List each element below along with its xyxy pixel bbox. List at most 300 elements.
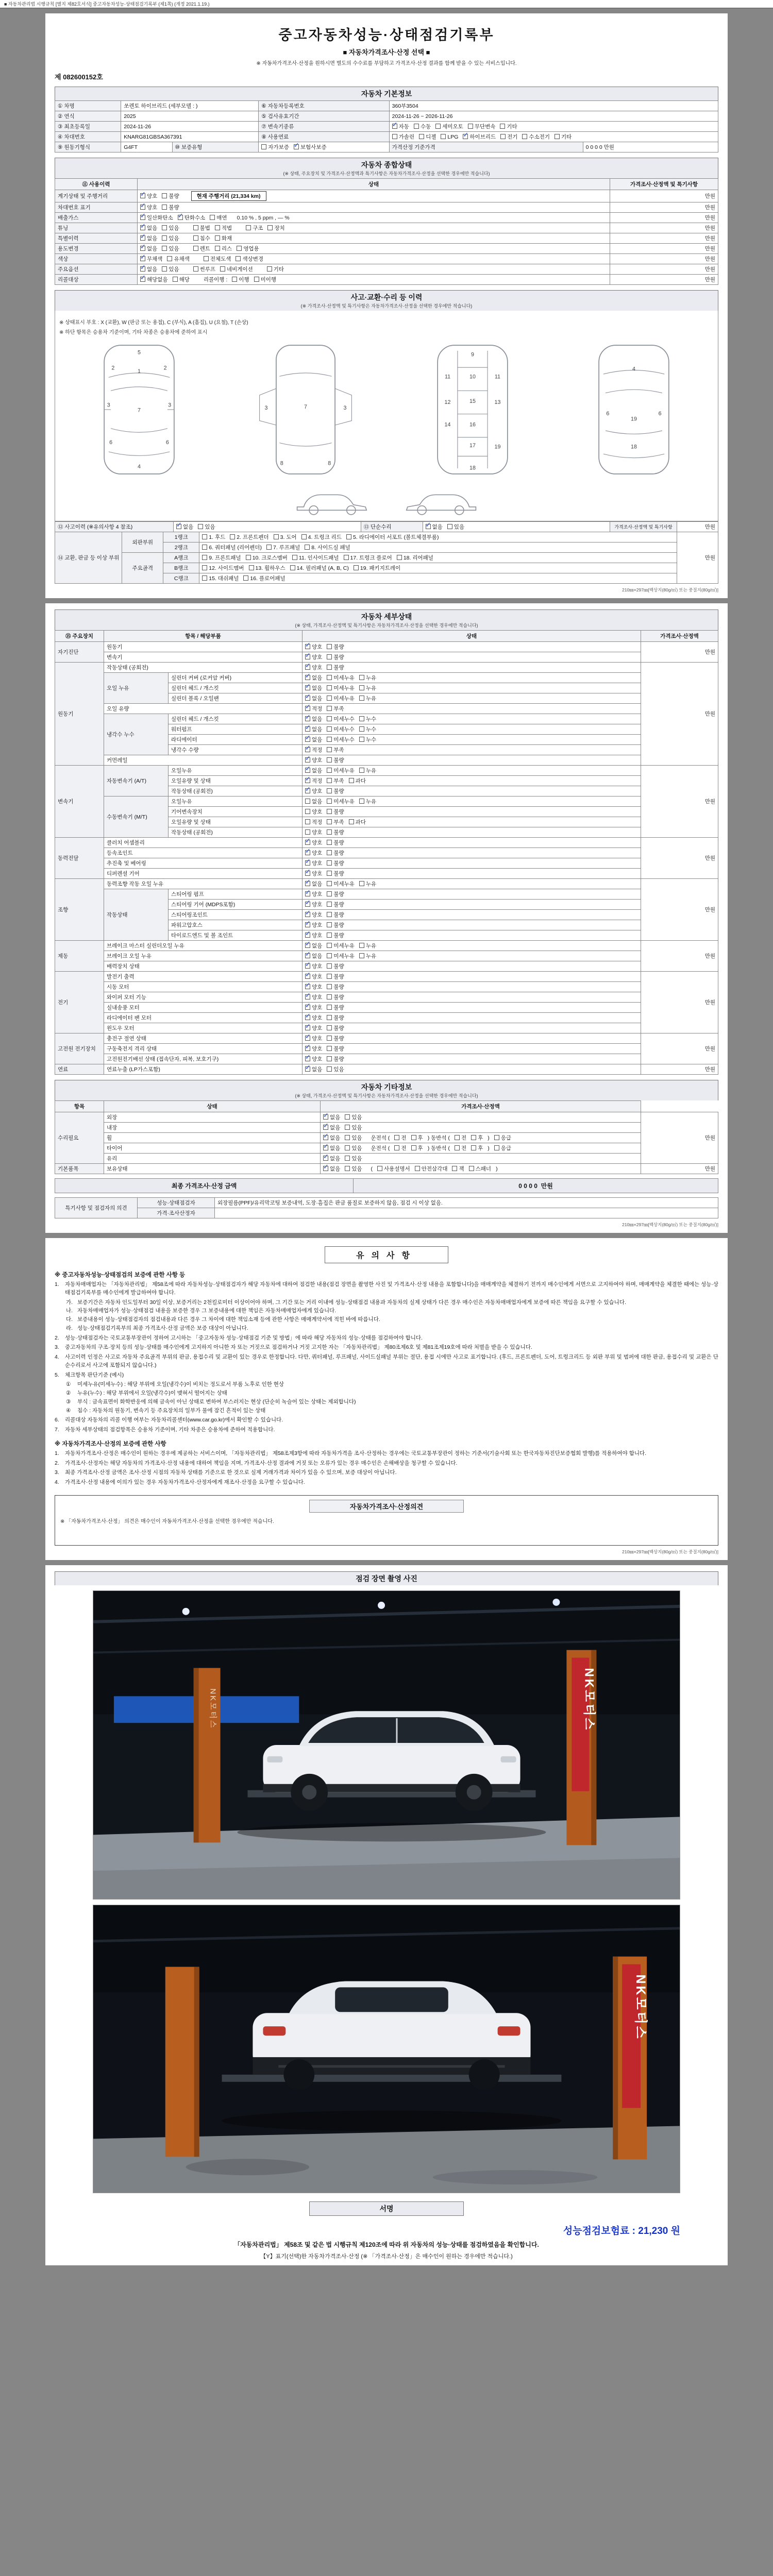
option-label: 하이브리드 (469, 134, 496, 140)
checkbox-checked-icon (392, 124, 397, 129)
option-label: 8. 사이드실 패널 (311, 545, 350, 551)
notes-item-text: 사고이력 인정은 사고로 자동차 주요골격 부위의 판금, 용접수리 및 교환이 있는 경우로 한정합니다. 다만, 쿼터패널, 루프패널, 사이드실패널 부위는 절단, 용접 시에만 사고로 표기합니다. (후드, 프론트펜더, 도어, 트렁크리드 등 외판 부위 및 범퍼에 대한 판금, 용접수리 및 교환은 단순수리로서 사고에 포함되지 않습니다.) (65, 1354, 718, 1368)
state-cell (303, 652, 641, 663)
checkbox-icon (327, 654, 332, 659)
composite-row (55, 264, 718, 275)
item-label: 워터펌프 (169, 724, 303, 735)
price-cell: 만원 (641, 766, 718, 838)
option (469, 1165, 491, 1173)
device-row (55, 652, 718, 663)
option: ) (496, 1166, 498, 1172)
price-header: 가격조사·산정액 및 특기사항 (610, 522, 677, 532)
checkbox-icon (266, 545, 272, 550)
device-row (55, 941, 718, 951)
item-label: 내장 (104, 1123, 321, 1133)
notes-item-number: 5. (55, 1371, 59, 1378)
panel-photos (45, 1565, 728, 2265)
checkbox-icon (345, 1166, 350, 1171)
option (305, 1065, 322, 1073)
notes-item-number: 7. (55, 1427, 59, 1433)
option (305, 705, 322, 713)
checkbox-icon (419, 134, 424, 139)
device-row (55, 673, 718, 683)
notes-subitem (66, 1316, 718, 1324)
option (327, 715, 355, 723)
option-label: 불량 (333, 665, 344, 671)
panel-basic (45, 13, 728, 598)
option-label: 불량 (333, 994, 344, 1001)
option (220, 265, 253, 273)
option-label: 없음 (329, 1156, 341, 1162)
option-group (140, 256, 194, 262)
option-label: 있음 (351, 1156, 362, 1162)
detail-title-text: 자동차 세부상태 (361, 613, 412, 621)
field-value (389, 132, 718, 142)
option-group (204, 277, 281, 283)
row-label: 색상 (55, 254, 138, 264)
checkbox-checked-icon (140, 277, 145, 282)
checkbox-icon (354, 565, 359, 570)
state-cell (303, 817, 641, 827)
option (327, 942, 355, 950)
option (292, 554, 339, 562)
option-label: 있음 (351, 1145, 362, 1151)
option (305, 777, 322, 785)
field-value: 360부3504 (389, 101, 718, 111)
price-cell: 만원 (641, 1064, 718, 1075)
item-label: 작동상태 (공회전) (169, 786, 303, 796)
item-label: 유리 (104, 1154, 321, 1164)
option-label: 누수 (365, 737, 377, 743)
option: ( (371, 1166, 373, 1172)
price-cell: 만원 (641, 1164, 718, 1174)
checkbox-icon (237, 246, 242, 251)
option-label: 미세누유 (333, 675, 355, 681)
checkbox-icon (447, 524, 452, 529)
option-label: 전 (401, 1145, 407, 1151)
field-label: ③ 최초등록일 (55, 122, 121, 132)
notes-subitem-number: 나. (66, 1308, 73, 1314)
device-row (55, 951, 718, 961)
item-label: 실내송풍 모터 (104, 1003, 303, 1013)
option (327, 643, 344, 651)
section-title-detail (55, 609, 718, 630)
option-label: 6. 쿼터패널 (리어펜더) (209, 545, 262, 551)
checkbox-icon (359, 696, 364, 701)
item-label: 보유상태 (104, 1164, 321, 1174)
option-label: 없음 (329, 1145, 341, 1151)
svg-text:8: 8 (280, 460, 283, 467)
state-cell (303, 724, 641, 735)
checkbox-icon (236, 256, 241, 261)
lift-post-banner-text: NK모터스 (582, 1668, 596, 1732)
option-label: 미세누유 (333, 696, 355, 702)
remarks-who-inspector: 성능·상태점검자 (138, 1198, 215, 1208)
notes-subitem-text: 자동차매매업자가 성능·상태점검 내용을 보증한 경우 그 보증내용에 대한 책임은 자동차매매업자에게 있습니다. (77, 1308, 337, 1314)
notes-subitem (66, 1389, 718, 1398)
option: 운전석 ( (371, 1135, 390, 1141)
option (267, 224, 284, 232)
checkbox-icon (359, 716, 364, 721)
rank-label: A랭크 (163, 553, 199, 563)
option (305, 942, 322, 950)
option (327, 870, 344, 877)
checkbox-icon (305, 819, 310, 824)
checkbox-icon (167, 256, 172, 261)
column-header: 가격조사·산정액 및 특기사항 (610, 179, 718, 190)
option (394, 1134, 406, 1142)
option (202, 544, 262, 551)
checkbox-checked-icon (294, 144, 299, 149)
item-label: 와이퍼 모터 기능 (104, 992, 303, 1003)
option (305, 1014, 322, 1022)
checkbox-icon (359, 799, 364, 804)
option (327, 777, 344, 785)
checkbox-icon (246, 555, 251, 560)
header-row (55, 1101, 718, 1112)
svg-text:13: 13 (494, 399, 501, 406)
option (392, 123, 409, 130)
column-header: ⑪ 사용이력 (55, 179, 138, 190)
option (455, 1144, 466, 1152)
checkbox-checked-icon (305, 726, 310, 732)
column-header: 가격조사·산정액 (641, 631, 718, 642)
device-label: 연료 (55, 1064, 104, 1075)
option (327, 1004, 344, 1011)
option (305, 962, 322, 970)
checkbox-icon (327, 881, 332, 886)
option (140, 265, 157, 273)
svg-text:14: 14 (444, 421, 451, 428)
option-label: 양호 (312, 654, 323, 660)
option (500, 123, 517, 130)
state-cell (320, 1133, 641, 1143)
price-cell: 만원 (610, 275, 718, 285)
option-label: 5. 라디에이터 서포트 (볼트체결부품) (352, 534, 439, 540)
option-label: 누유 (365, 675, 377, 681)
option (327, 798, 355, 805)
option-label: 자가보증 (268, 144, 289, 150)
option-label: 불량 (333, 933, 344, 939)
option-label: 있음 (351, 1125, 362, 1131)
notes-subitem-text: 보증내용이 성능·상태점검자의 점검내용과 다른 경우 그 차이에 대한 책임소재 등에 관한 사항은 매매계약서에 적힌 바에 따릅니다. (77, 1316, 380, 1323)
option (254, 276, 276, 283)
accident-history-options (174, 522, 361, 532)
rank-label: B랭크 (163, 563, 199, 573)
checkbox-icon (359, 943, 364, 948)
option (162, 192, 179, 200)
header-row (55, 631, 718, 642)
option (327, 993, 344, 1001)
checkbox-checked-icon (305, 871, 310, 876)
option-label: 양호 (312, 840, 323, 846)
state-cell (303, 1033, 641, 1044)
item-label: 브레이크 마스터 실린더오일 누유 (104, 941, 303, 951)
composite-state-table (55, 178, 718, 285)
field-label: ⑥ 자동차등록번호 (259, 101, 389, 111)
price-cell: 만원 (677, 532, 718, 584)
item-label: 연료누출 (LP가스포함) (104, 1064, 303, 1075)
field-label: ⑦ 변속기종류 (259, 122, 389, 132)
option (162, 234, 179, 242)
option (140, 255, 162, 263)
checkbox-icon (202, 555, 207, 560)
state-cell (303, 848, 641, 858)
option-label: 불량 (333, 809, 344, 815)
item-label: 타이어 (104, 1143, 321, 1154)
document-number: 제 082600152호 (55, 73, 103, 81)
option (359, 674, 376, 682)
option-label: 부족 (333, 706, 344, 712)
checkbox-icon (267, 266, 272, 272)
option (305, 674, 322, 682)
checkbox-checked-icon (323, 1114, 328, 1120)
option (198, 523, 215, 531)
checkbox-checked-icon (426, 524, 431, 529)
checkbox-checked-icon (305, 1066, 310, 1072)
option-label: 없음 (329, 1114, 341, 1121)
option-label: 없음 (312, 881, 323, 887)
item-label: 실린더 헤드 / 개스킷 (169, 683, 303, 693)
checkbox-icon (346, 534, 351, 539)
extra-options (371, 1166, 502, 1172)
price-cell: 만원 (641, 1033, 718, 1064)
rank-items (199, 543, 677, 553)
state-cell (303, 930, 641, 941)
option-label: 없음 (312, 696, 323, 702)
checkbox-icon (327, 994, 332, 999)
checkbox-checked-icon (305, 984, 310, 989)
checkbox-icon (327, 963, 332, 969)
checkbox-icon (327, 829, 332, 835)
checkbox-checked-icon (305, 696, 310, 701)
notes-subitem-text: 미세누유(미세누수) : 해당 부위에 오일(냉각수)이 비치는 정도로서 부품 노후로 인한 현상 (77, 1381, 284, 1388)
checkbox-checked-icon (305, 922, 310, 927)
device-label: 원동기 (55, 663, 104, 766)
category-label: 냉각수 누수 (104, 714, 169, 755)
simple-repair-label: ⑬ 단순수리 (361, 522, 423, 532)
option-label: 미세누유 (333, 881, 355, 887)
state-cell (303, 776, 641, 786)
option-label: 기타 (507, 124, 517, 130)
checkbox-icon (327, 871, 332, 876)
option-label: 2. 프론트펜더 (237, 534, 269, 540)
option (327, 684, 355, 692)
price-cell: 만원 (641, 1112, 718, 1164)
notes-subitem (66, 1307, 718, 1315)
option (305, 1024, 322, 1032)
item-label: 동력조향 작동 오일 누유 (104, 879, 303, 889)
checkbox-icon (349, 819, 354, 824)
option-label: 불량 (333, 1005, 344, 1011)
checkbox-icon (327, 716, 332, 721)
column-header: 항목 (55, 1101, 104, 1112)
price-cell: 만원 (610, 244, 718, 254)
option (215, 234, 232, 242)
device-row (55, 1143, 718, 1154)
option (327, 1024, 344, 1032)
option-label: 일산화탄소 (147, 215, 173, 221)
option (345, 1144, 362, 1152)
option-label: 없음 (312, 768, 323, 774)
option (327, 664, 344, 671)
state-cell (303, 796, 641, 807)
category-label: 오일 누유 (104, 673, 169, 704)
checkbox-checked-icon (305, 706, 310, 711)
checkbox-icon (193, 246, 198, 251)
checkbox-icon (215, 246, 220, 251)
checkbox-icon (301, 534, 307, 539)
item-label: 외장 (104, 1112, 321, 1123)
field-value: 2025 (121, 111, 259, 122)
checkbox-checked-icon (305, 881, 310, 886)
checkbox-icon (359, 768, 364, 773)
notes-item (55, 1426, 718, 1434)
option (305, 983, 322, 991)
device-row (55, 972, 718, 982)
checkbox-icon (471, 1145, 476, 1150)
option (327, 1065, 344, 1073)
svg-text:3: 3 (167, 402, 171, 409)
option (397, 554, 433, 562)
option-label: 양호 (312, 788, 323, 794)
option (323, 1124, 340, 1131)
option-group (140, 215, 232, 221)
notes-item-text: 자동차매매업자는 「자동차관리법」 제58조에 따라 자동차성능·상태점검자가 해당 자동차에 대하여 점검한 내용(점검 장면을 촬영한 사진 및 가격조사·산정 내용을 포함합니다)을 매매계약을 체결하기 전까지 매수인에게 서면으로 고지하여야 하며, 매매계약을 체결한 때에는 성능·상태점검기록부를 매수인에게 발급하여야 합니다. (65, 1281, 718, 1296)
checkbox-icon (455, 1145, 460, 1150)
option (359, 715, 376, 723)
option (468, 123, 496, 130)
option-label: 장치 (274, 225, 285, 231)
notes-item-number: 1. (55, 1450, 59, 1456)
device-row (55, 704, 718, 714)
option (202, 574, 239, 582)
option (237, 245, 259, 252)
option-label: 침수 (199, 235, 210, 242)
option-label: 미세누유 (333, 685, 355, 691)
state-cell (303, 1054, 641, 1064)
checkbox-icon (210, 215, 215, 220)
option-label: 10. 크로스멤버 (252, 555, 288, 561)
checkbox-checked-icon (305, 1005, 310, 1010)
emission-values: 0.10 % , 5 ppm , ― % (237, 215, 290, 221)
checkbox-icon (394, 1145, 399, 1150)
device-row (55, 1133, 718, 1143)
option (261, 143, 289, 151)
svg-text:9: 9 (470, 351, 474, 358)
item-label: 배력장치 상태 (104, 961, 303, 972)
option-label: 영업용 (243, 246, 259, 252)
option-label: 불량 (333, 644, 344, 650)
price-cell: 만원 (641, 642, 718, 663)
option-group (140, 193, 184, 199)
option-label: 있음 (351, 1135, 362, 1141)
option (327, 1055, 344, 1063)
option (345, 1134, 362, 1142)
option (305, 839, 322, 846)
option-label: 양호 (312, 644, 323, 650)
device-row (55, 1164, 718, 1174)
option (215, 245, 232, 252)
notes-item-text: 성능·상태점검자는 국토교통부장관이 정하여 고시하는 「중고자동차 성능·상태점검 기준 및 방법」에 따라 해당 자동차의 성능·상태를 점검하여야 합니다. (65, 1334, 423, 1341)
option (140, 234, 157, 242)
checkbox-icon (243, 575, 248, 581)
option (202, 554, 241, 562)
svg-text:6: 6 (606, 410, 610, 417)
option (463, 133, 496, 141)
checkbox-checked-icon (140, 205, 145, 210)
option-label: 있음 (169, 235, 179, 242)
option: ) (488, 1145, 490, 1151)
checkbox-checked-icon (305, 768, 310, 773)
checkbox-icon (327, 696, 332, 701)
option (327, 859, 344, 867)
option-label: 구조 (253, 225, 263, 231)
checkbox-icon (305, 545, 310, 550)
option-label: 리스 (221, 246, 232, 252)
svg-text:3: 3 (107, 402, 110, 409)
option-label: 탄화수소 (184, 215, 206, 221)
checkbox-checked-icon (323, 1135, 328, 1140)
checkbox-checked-icon (305, 840, 310, 845)
option-label: 후 (417, 1145, 423, 1151)
option-label: 해당 (179, 277, 190, 283)
checkbox-checked-icon (140, 225, 145, 230)
option (327, 839, 344, 846)
device-label: 자기진단 (55, 642, 104, 663)
option: 운전석 ( (371, 1145, 390, 1151)
option (305, 715, 322, 723)
option (305, 1055, 322, 1063)
state-cell (303, 1013, 641, 1023)
checkbox-icon (394, 1135, 399, 1140)
option (327, 808, 344, 816)
state-cell (138, 190, 610, 202)
option-label: 누유 (365, 685, 377, 691)
option-label: 양호 (312, 974, 323, 980)
accident-title-text: 사고·교환·수리 등 이력 (350, 293, 423, 301)
option (377, 1165, 410, 1173)
basic-info-table (55, 100, 718, 152)
checkbox-icon (215, 235, 220, 241)
option (327, 1045, 344, 1053)
checkbox-checked-icon (178, 215, 183, 220)
option (305, 901, 322, 908)
section-title-accident (55, 290, 718, 311)
checkbox-icon (193, 225, 198, 230)
option-label: 불량 (333, 974, 344, 980)
checkbox-icon (327, 737, 332, 742)
option-label: 4. 트렁크 리드 (308, 534, 342, 540)
checkbox-icon (494, 1135, 499, 1140)
option-label: 유채색 (174, 256, 190, 262)
price-cell: 만원 (610, 190, 718, 202)
option-label: 썬루프 (199, 266, 216, 273)
option-label: 무채색 (147, 256, 163, 262)
option (554, 133, 572, 141)
option (178, 214, 206, 222)
checkbox-icon (327, 1015, 332, 1020)
option-group (193, 266, 258, 273)
option (305, 653, 322, 661)
column-header: 상태 (138, 179, 610, 190)
option (327, 880, 355, 888)
price-cell: 만원 (610, 223, 718, 233)
item-label: 실린더 헤드 / 개스킷 (169, 714, 303, 724)
option-label: 전체도색 (210, 256, 231, 262)
option-label: 불량 (169, 193, 179, 199)
etc-title-text: 자동차 기타정보 (361, 1083, 412, 1091)
